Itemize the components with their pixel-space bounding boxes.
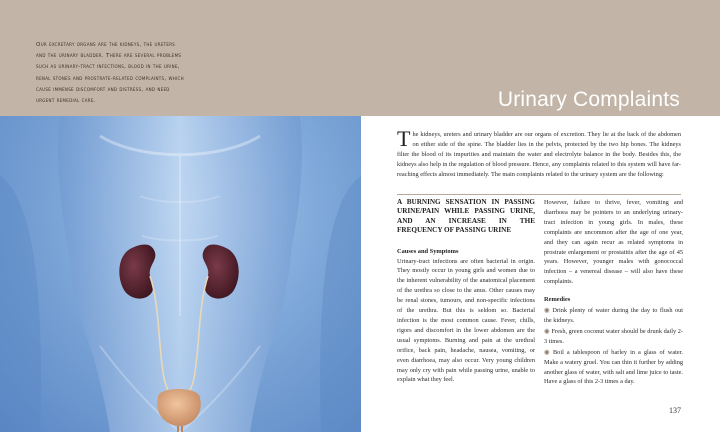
intro-line: and the urinary bladder. There are several problems — [36, 53, 182, 60]
divider — [397, 194, 681, 195]
remedy-item: ◉ Fresh, green coconut water should be drunk daily 2-3 times. — [544, 327, 683, 345]
remedies-heading: Remedies — [544, 296, 571, 304]
bullet-icon: ◉ — [544, 327, 550, 335]
intro-line: renal stones and prostrate-related complaints, which — [36, 75, 184, 82]
torso-figure-icon — [0, 116, 361, 432]
intro-text — [36, 40, 236, 107]
intro-line: such as urinary-tract infections, blood in the urine, — [36, 64, 180, 71]
left-text-column — [397, 198, 535, 385]
bullet-icon: ◉ — [544, 307, 551, 315]
drop-cap: T — [397, 126, 411, 151]
causes-text: Urinary-tract infections are often bacterial in origin. They mostly occur in young girls and women due to the inherent vulnerability of the anatomical placement of the urethra so close to the anus. Other causes may be renal stones, tumours, and non-specific infections of the urethra. But this is seldom so. Bacterial infection is the most common cause. Fever, chills, rigors and discomfort in the lower abdomen are the usual symptoms. Burning and pain at the urethral orifice, back pain, headache, nausea, vomiting, or even diarrhoea, may also occur. Very young children may only cry with pain while passing urine, unable to explain what they feel. — [397, 257, 535, 384]
lead-paragraph — [397, 126, 681, 180]
header-band — [0, 0, 720, 116]
remedy-item: ◉ Drink plenty of water during the day to flush out the kidneys. — [544, 307, 683, 324]
section-heading: A BURNING SENSATION IN PASSING URINE/PAIN WHILE PASSING URINE, AND AN INCREASE IN THE FREQUENCY OF PASSING URINE — [397, 198, 535, 235]
remedy-item: ◉ Boil a tablespoon of barley in a glass of water. Make a watery gruel. You can thin it further by adding another glass of water, with salt and lime juice to taste. Have a glass of this 2-3 times a day. — [544, 348, 683, 386]
lead-text: he kidneys, ureters and urinary bladder are our organs of excretion. They lie at the back of the abdomen on either side of the spine. The bladder lies in the pelvis, protected by the two hip bones. The kidneys filter the blood of its impurities and maintain the water and electrolyte balance in the body. Besides this, the kidneys also help in the regulation of blood pressure. Hence, any complaints related to this system will have far-reaching effects almost immediately. The main complaints related to the urinary system are the following: — [397, 131, 681, 178]
continued-text: However, failure to thrive, fever, vomiting and diarrhoea may be pointers to an underlying urinary-tract infection in young girls. In males, these complaints are uncommon after the age of one year, and they can again recur as related symptoms in prostrate enlargement or prostatitis after the age of 45 years. However, younger males with gonococcal infection – a venereal disease – will also have these complaints. — [544, 199, 683, 286]
intro-line: cause immense discomfort and distress, and need — [36, 86, 170, 93]
intro-line: urgent remedial care. — [36, 98, 96, 105]
page-number: 137 — [669, 406, 681, 415]
causes-heading: Causes and Symptoms — [397, 247, 459, 255]
right-text-column — [544, 198, 683, 387]
urinary-system-illustration — [0, 116, 361, 432]
intro-line: Our excretary organs are the kidneys, the ureters — [36, 42, 176, 48]
bullet-icon: ◉ — [544, 348, 551, 356]
page-title: Urinary Complaints — [497, 88, 680, 111]
